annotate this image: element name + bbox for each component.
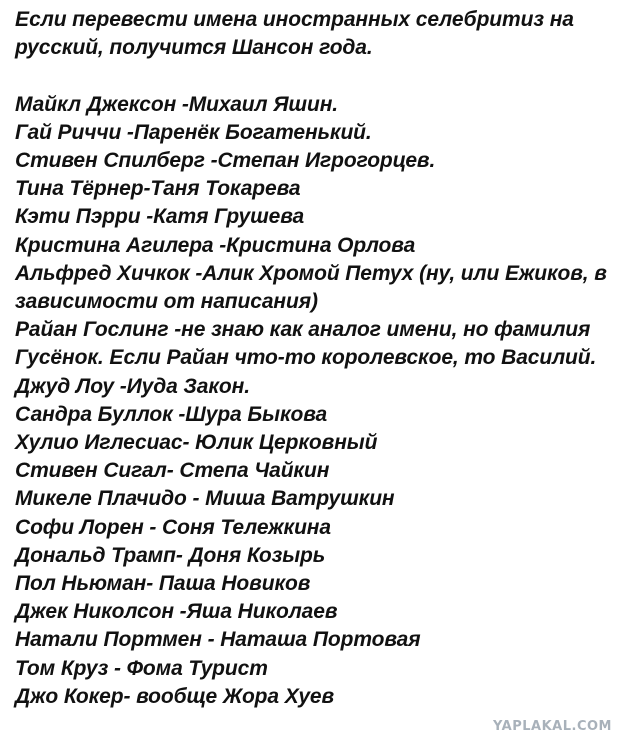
entry-line: Хулио Иглесиас- Юлик Церковный [15, 431, 378, 455]
entry-line: Гусёнок. Если Райан что-то королевское, то Василий. [15, 346, 597, 370]
entry-line: Сандра Буллок -Шура Быкова [15, 402, 328, 426]
entry-line: Райан Гослинг -не знаю как аналог имени, но фамилия [15, 318, 591, 342]
entry-line: Альфред Хичкок -Алик Хромой Петух (ну, или Ежиков, в [15, 261, 607, 285]
entry-line: Пол Ньюман- Паша Новиков [15, 572, 311, 596]
entry-line: Тина Тёрнер-Таня Токарева [15, 177, 301, 201]
entry-line: Кристина Агилера -Кристина Орлова [15, 233, 416, 257]
entry-line: Гай Риччи -Паренёк Богатенький. [15, 120, 372, 144]
entry-line: Кэти Пэрри -Катя Грушева [15, 205, 305, 229]
entry-line: Дональд Трамп- Доня Козырь [15, 543, 326, 567]
document-text [15, 6, 625, 711]
entry-line: Том Круз - Фома Турист [15, 656, 268, 680]
blank-line [15, 62, 625, 90]
entry-line: Стивен Сигал- Степа Чайкин [15, 459, 330, 483]
entry-line: Джек Николсон -Яша Николаев [15, 600, 338, 624]
entry-line: Микеле Плачидо - Миша Ватрушкин [15, 487, 395, 511]
entry-line: Джуд Лоу -Иуда Закон. [15, 374, 250, 398]
entry-line: Стивен Спилберг -Степан Игрогорцев. [15, 149, 436, 172]
entry-line: Натали Портмен - Наташа Портовая [15, 628, 421, 652]
intro-line: Если перевести имена иностранных селебритиз на [15, 8, 574, 31]
entry-line: Майкл Джексон -Михаил Яшин. [15, 92, 339, 116]
site-watermark: YAPLAKAL.COM [493, 719, 612, 734]
entry-line: Джо Кокер- вообще Жора Хуев [15, 684, 335, 708]
entry-line: Софи Лорен - Соня Тележкина [15, 515, 331, 539]
intro-line: русский, получится Шансон года. [15, 36, 373, 60]
entry-line: зависимости от написания) [15, 290, 318, 314]
